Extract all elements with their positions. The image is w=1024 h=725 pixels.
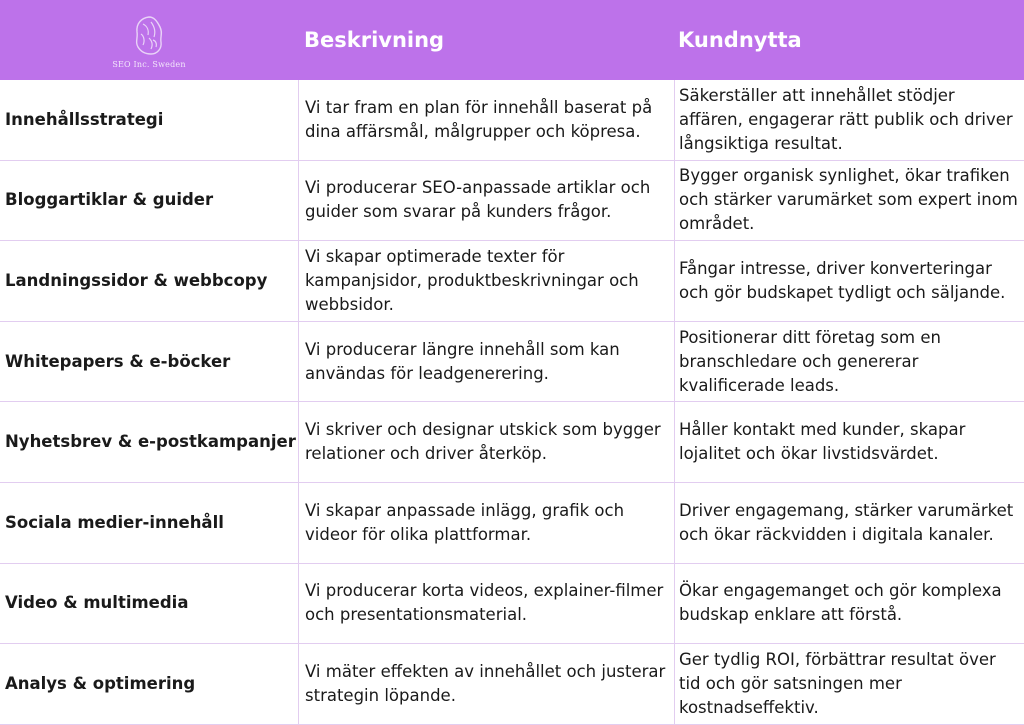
- row-description: Vi tar fram en plan för innehåll baserat på dina affärsmål, målgrupper och köpresa.: [298, 80, 674, 161]
- row-benefit: Positionerar ditt företag som en branschledare och genererar kvalificerade leads.: [674, 322, 1024, 403]
- row-benefit: Driver engagemang, stärker varumärket och ökar räckvidden i digitala kanaler.: [674, 483, 1024, 564]
- lion-logo-icon: [129, 14, 169, 58]
- row-benefit: Håller kontakt med kunder, skapar lojalitet och ökar livstidsvärdet.: [674, 402, 1024, 483]
- row-benefit: Fångar intresse, driver konverteringar och gör budskapet tydligt och säljande.: [674, 241, 1024, 322]
- row-benefit: Säkerställer att innehållet stödjer affären, engagerar rätt publik och driver långsiktiga resultat.: [674, 80, 1024, 161]
- row-benefit: Bygger organisk synlighet, ökar trafiken och stärker varumärket som expert inom området.: [674, 161, 1024, 242]
- row-service: Landningssidor & webbcopy: [0, 241, 298, 322]
- row-benefit: Ökar engagemanget och gör komplexa budskap enklare att förstå.: [674, 564, 1024, 645]
- row-service: Bloggartiklar & guider: [0, 161, 298, 242]
- row-description: Vi producerar korta videos, explainer-filmer och presentationsmaterial.: [298, 564, 674, 645]
- column-header-benefit: Kundnytta: [674, 0, 1024, 80]
- logo-text: SEO Inc. Sweden: [112, 59, 186, 69]
- row-description: Vi skriver och designar utskick som bygger relationer och driver återköp.: [298, 402, 674, 483]
- row-benefit: Ger tydlig ROI, förbättrar resultat över tid och gör satsningen mer kostnadseffektiv.: [674, 644, 1024, 725]
- row-description: Vi mäter effekten av innehållet och justerar strategin löpande.: [298, 644, 674, 725]
- row-service: Whitepapers & e-böcker: [0, 322, 298, 403]
- row-service: Innehållsstrategi: [0, 80, 298, 161]
- row-service: Sociala medier-innehåll: [0, 483, 298, 564]
- column-header-description: Beskrivning: [298, 0, 674, 80]
- row-service: Video & multimedia: [0, 564, 298, 645]
- logo-header-cell: [0, 0, 298, 80]
- row-description: Vi producerar längre innehåll som kan användas för leadgenerering.: [298, 322, 674, 403]
- row-service: Analys & optimering: [0, 644, 298, 725]
- row-service: Nyhetsbrev & e-postkampanjer: [0, 402, 298, 483]
- row-description: Vi producerar SEO-anpassade artiklar och guider som svarar på kunders frågor.: [298, 161, 674, 242]
- row-description: Vi skapar optimerade texter för kampanjsidor, produktbeskrivningar och webbsidor.: [298, 241, 674, 322]
- row-description: Vi skapar anpassade inlägg, grafik och videor för olika plattformar.: [298, 483, 674, 564]
